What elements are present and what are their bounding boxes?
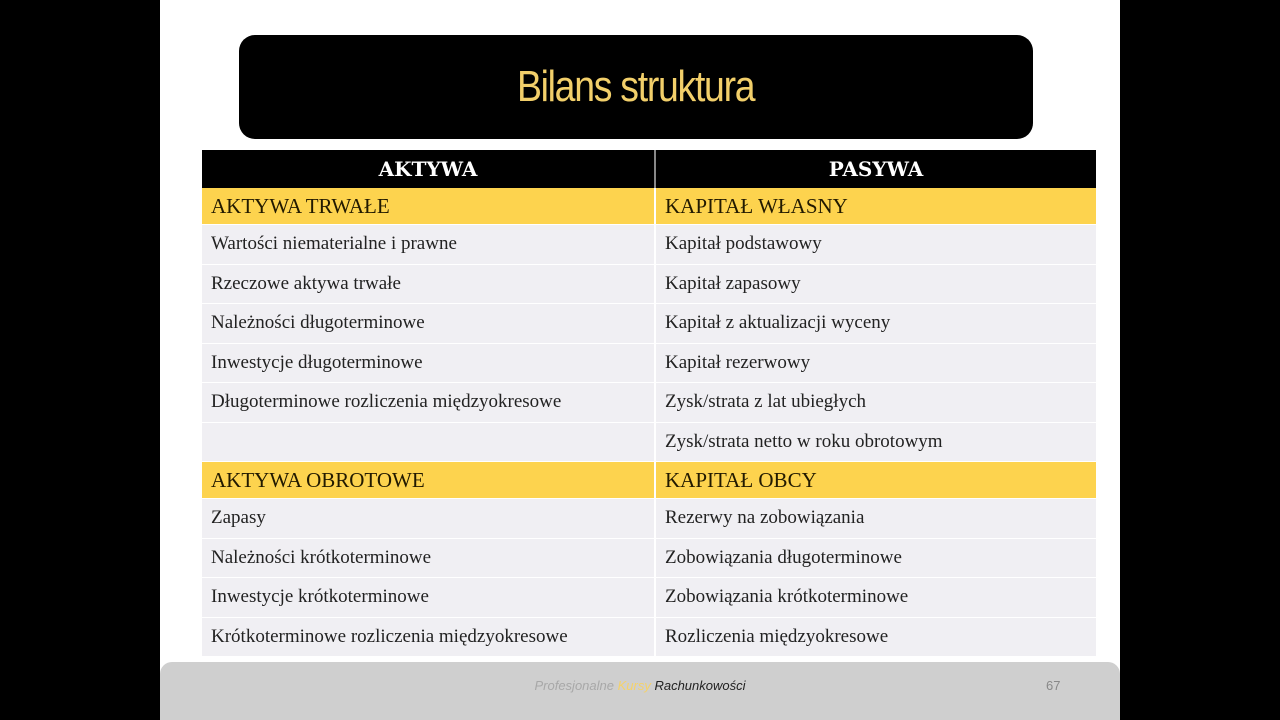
- cell-right: Kapitał podstawowy: [655, 225, 1096, 265]
- cell-left: AKTYWA OBROTOWE: [202, 462, 655, 499]
- header-aktywa: AKTYWA: [202, 150, 655, 188]
- table-row: [202, 617, 1096, 657]
- table-row: [202, 422, 1096, 462]
- table-section-row: [202, 462, 1096, 499]
- slide-title: Bilans struktura: [517, 62, 755, 111]
- cell-left: Długoterminowe rozliczenia międzyokresowe: [202, 383, 655, 423]
- cell-right: Zobowiązania krótkoterminowe: [655, 578, 1096, 618]
- footer-brand-part1: Profesjonalne: [534, 678, 618, 693]
- table-header-row: [202, 150, 1096, 188]
- cell-left: Inwestycje krótkoterminowe: [202, 578, 655, 618]
- cell-left: Należności krótkoterminowe: [202, 538, 655, 578]
- cell-right: Kapitał zapasowy: [655, 264, 1096, 304]
- balance-sheet-table: [202, 150, 1096, 657]
- cell-right: Zobowiązania długoterminowe: [655, 538, 1096, 578]
- footer-brand-part3: Rachunkowości: [650, 678, 746, 693]
- cell-right: Zysk/strata z lat ubiegłych: [655, 383, 1096, 423]
- cell-left: Wartości niematerialne i prawne: [202, 225, 655, 265]
- cell-left: AKTYWA TRWAŁE: [202, 188, 655, 225]
- footer-brand-part2: Kursy: [617, 678, 651, 693]
- footer-brand: [160, 678, 1120, 693]
- cell-left: Rzeczowe aktywa trwałe: [202, 264, 655, 304]
- table-section-row: [202, 188, 1096, 225]
- cell-left: Zapasy: [202, 499, 655, 539]
- cell-right: KAPITAŁ WŁASNY: [655, 188, 1096, 225]
- cell-right: Rozliczenia międzyokresowe: [655, 617, 1096, 657]
- cell-right: Kapitał z aktualizacji wyceny: [655, 304, 1096, 344]
- cell-right: KAPITAŁ OBCY: [655, 462, 1096, 499]
- table-row: [202, 343, 1096, 383]
- cell-left: Należności długoterminowe: [202, 304, 655, 344]
- page-number: 67: [1046, 678, 1061, 693]
- cell-right: Zysk/strata netto w roku obrotowym: [655, 422, 1096, 462]
- slide: [160, 0, 1120, 720]
- table-row: [202, 383, 1096, 423]
- table-row: [202, 264, 1096, 304]
- table-row: [202, 578, 1096, 618]
- cell-left: [202, 422, 655, 462]
- table-row: [202, 538, 1096, 578]
- title-banner: [239, 35, 1033, 139]
- table-row: [202, 304, 1096, 344]
- cell-left: Krótkoterminowe rozliczenia międzyokresowe: [202, 617, 655, 657]
- header-pasywa: PASYWA: [655, 150, 1096, 188]
- table-row: [202, 499, 1096, 539]
- table-row: [202, 225, 1096, 265]
- slide-footer: [160, 662, 1120, 720]
- cell-left: Inwestycje długoterminowe: [202, 343, 655, 383]
- cell-right: Kapitał rezerwowy: [655, 343, 1096, 383]
- cell-right: Rezerwy na zobowiązania: [655, 499, 1096, 539]
